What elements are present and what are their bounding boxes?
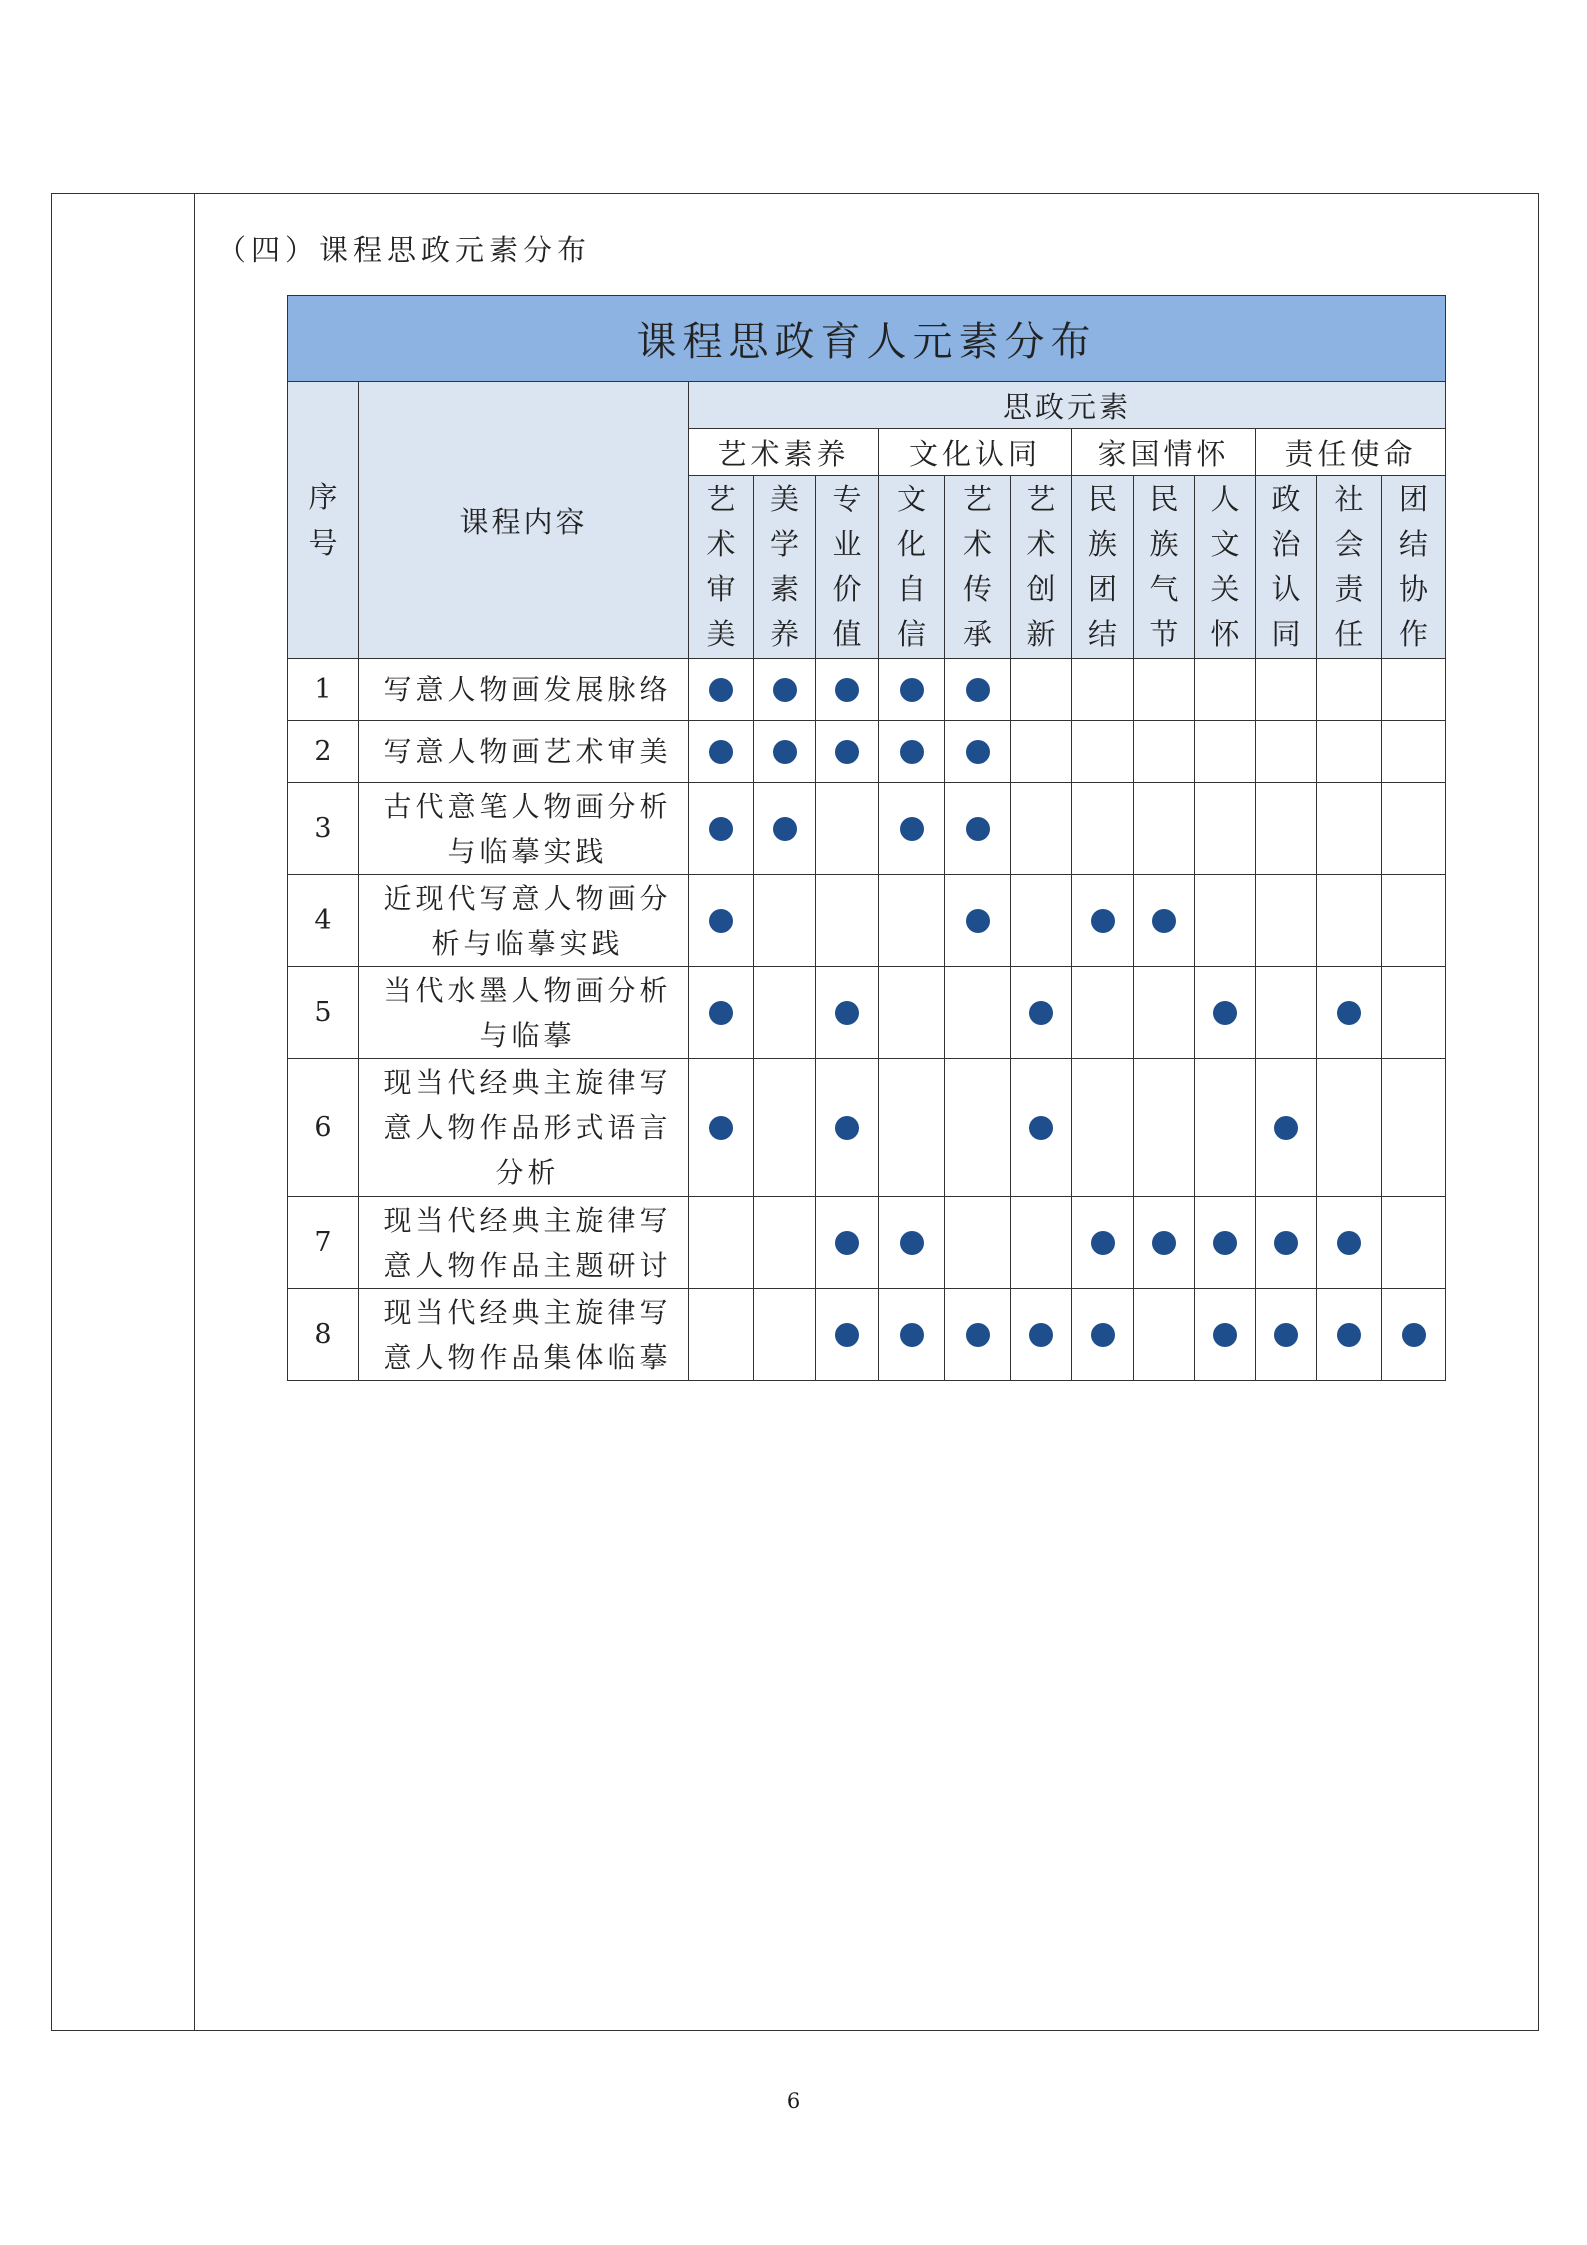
table-row	[288, 659, 1446, 721]
mark-cell	[689, 1197, 754, 1289]
mark-cell	[1134, 1197, 1195, 1289]
mark-dot	[1029, 1001, 1053, 1025]
mark-dot	[1213, 1231, 1237, 1255]
element-label: 艺术创新	[1026, 482, 1056, 651]
mark-cell	[816, 1197, 879, 1289]
mark-dot	[900, 1231, 924, 1255]
mark-cell	[1382, 1289, 1446, 1381]
mark-cell	[754, 659, 816, 721]
table-row	[288, 721, 1446, 783]
mark-cell	[1195, 721, 1256, 783]
mark-cell	[754, 1059, 816, 1197]
row-content: 现当代经典主旋律写意人物作品形式语言分析	[359, 1059, 689, 1197]
mark-cell	[1134, 875, 1195, 967]
element-header	[1072, 476, 1134, 659]
mark-dot	[1091, 1323, 1115, 1347]
element-header	[1195, 476, 1256, 659]
mark-cell	[879, 1197, 945, 1289]
mark-cell	[1256, 1197, 1317, 1289]
element-header	[1317, 476, 1382, 659]
mark-cell	[1072, 1197, 1134, 1289]
group-header: 艺术素养	[689, 429, 879, 476]
elements-header: 思政元素	[689, 382, 1446, 429]
mark-dot	[1337, 1001, 1361, 1025]
mark-cell	[879, 721, 945, 783]
element-header	[1382, 476, 1446, 659]
mark-dot	[1091, 909, 1115, 933]
mark-dot	[900, 1323, 924, 1347]
mark-cell	[1256, 967, 1317, 1059]
seq-header-label: 序号	[308, 480, 338, 560]
mark-cell	[1317, 1197, 1382, 1289]
mark-cell	[1256, 721, 1317, 783]
mark-dot	[1337, 1323, 1361, 1347]
mark-cell	[816, 783, 879, 875]
mark-cell	[1256, 1289, 1317, 1381]
mark-dot	[773, 678, 797, 702]
mark-cell	[1011, 1059, 1072, 1197]
row-number: 6	[288, 1059, 359, 1197]
mark-cell	[1072, 721, 1134, 783]
group-header: 文化认同	[879, 429, 1072, 476]
table-row	[288, 875, 1446, 967]
mark-dot	[1274, 1231, 1298, 1255]
mark-cell	[1011, 875, 1072, 967]
mark-dot	[1029, 1323, 1053, 1347]
mark-dot	[900, 678, 924, 702]
mark-cell	[879, 783, 945, 875]
row-number: 1	[288, 659, 359, 721]
mark-cell	[754, 875, 816, 967]
mark-cell	[754, 783, 816, 875]
header-row-top	[288, 382, 1446, 429]
table-title: 课程思政育人元素分布	[288, 296, 1446, 382]
content-header: 课程内容	[359, 382, 689, 659]
mark-cell	[945, 1289, 1011, 1381]
element-label: 艺术传承	[963, 482, 993, 651]
mark-cell	[879, 1059, 945, 1197]
table-row	[288, 1059, 1446, 1197]
mark-cell	[754, 1289, 816, 1381]
mark-dot	[773, 817, 797, 841]
element-label: 社会责任	[1334, 482, 1364, 651]
mark-cell	[1195, 1289, 1256, 1381]
element-label: 政治认同	[1271, 482, 1301, 651]
mark-dot	[900, 740, 924, 764]
mark-cell	[1195, 1059, 1256, 1197]
mark-cell	[879, 875, 945, 967]
mark-dot	[966, 1323, 990, 1347]
mark-cell	[1011, 1197, 1072, 1289]
group-header: 责任使命	[1256, 429, 1446, 476]
mark-dot	[835, 740, 859, 764]
mark-cell	[1382, 967, 1446, 1059]
mark-dot	[1152, 1231, 1176, 1255]
mark-cell	[1195, 875, 1256, 967]
mark-cell	[1382, 721, 1446, 783]
element-label: 民族团结	[1088, 482, 1118, 651]
mark-cell	[816, 721, 879, 783]
seq-header	[288, 382, 359, 659]
mark-cell	[1011, 721, 1072, 783]
mark-dot	[966, 678, 990, 702]
left-column-divider	[194, 194, 195, 2030]
mark-dot	[835, 1231, 859, 1255]
element-header	[945, 476, 1011, 659]
row-number: 2	[288, 721, 359, 783]
mark-cell	[1072, 1289, 1134, 1381]
mark-cell	[816, 875, 879, 967]
mark-cell	[1382, 1197, 1446, 1289]
row-content: 当代水墨人物画分析与临摹	[359, 967, 689, 1059]
mark-cell	[1011, 783, 1072, 875]
mark-cell	[945, 1059, 1011, 1197]
mark-cell	[1382, 1059, 1446, 1197]
mark-cell	[689, 875, 754, 967]
mark-cell	[1195, 783, 1256, 875]
mark-cell	[1134, 659, 1195, 721]
mark-dot	[709, 740, 733, 764]
mark-cell	[879, 1289, 945, 1381]
element-header	[689, 476, 754, 659]
mark-cell	[689, 783, 754, 875]
mark-cell	[1195, 967, 1256, 1059]
mark-cell	[1072, 659, 1134, 721]
mark-cell	[1072, 1059, 1134, 1197]
row-content: 现当代经典主旋律写意人物作品主题研讨	[359, 1197, 689, 1289]
mark-cell	[689, 1059, 754, 1197]
mark-cell	[816, 659, 879, 721]
mark-cell	[1317, 659, 1382, 721]
row-content: 古代意笔人物画分析与临摹实践	[359, 783, 689, 875]
mark-dot	[835, 678, 859, 702]
mark-cell	[754, 967, 816, 1059]
mark-dot	[1029, 1116, 1053, 1140]
mark-dot	[1152, 909, 1176, 933]
mark-cell	[1256, 659, 1317, 721]
table-wrapper	[287, 295, 1446, 1381]
mark-cell	[1195, 659, 1256, 721]
table-row	[288, 1289, 1446, 1381]
mark-cell	[816, 1059, 879, 1197]
element-header	[879, 476, 945, 659]
element-label: 艺术审美	[706, 482, 736, 651]
mark-cell	[1011, 659, 1072, 721]
row-number: 8	[288, 1289, 359, 1381]
mark-dot	[1213, 1001, 1237, 1025]
mark-cell	[879, 659, 945, 721]
title-row	[288, 296, 1446, 382]
mark-cell	[1072, 967, 1134, 1059]
mark-dot	[966, 909, 990, 933]
row-number: 7	[288, 1197, 359, 1289]
mark-cell	[945, 875, 1011, 967]
row-content: 写意人物画发展脉络	[359, 659, 689, 721]
element-label: 美学素养	[770, 482, 800, 651]
mark-dot	[835, 1001, 859, 1025]
mark-cell	[1317, 1059, 1382, 1197]
mark-cell	[1134, 783, 1195, 875]
element-label: 人文关怀	[1210, 482, 1240, 651]
element-label: 民族气节	[1149, 482, 1179, 651]
mark-cell	[1256, 875, 1317, 967]
mark-cell	[1134, 721, 1195, 783]
mark-cell	[879, 967, 945, 1059]
mark-cell	[945, 967, 1011, 1059]
mark-cell	[689, 1289, 754, 1381]
mark-cell	[754, 1197, 816, 1289]
mark-cell	[945, 721, 1011, 783]
mark-cell	[1382, 659, 1446, 721]
element-header	[1134, 476, 1195, 659]
mark-dot	[1091, 1231, 1115, 1255]
mark-cell	[1382, 875, 1446, 967]
element-label: 专业价值	[832, 482, 862, 651]
mark-cell	[1072, 875, 1134, 967]
mark-dot	[1402, 1323, 1426, 1347]
mark-cell	[1134, 1059, 1195, 1197]
element-header	[754, 476, 816, 659]
ideology-elements-table	[287, 295, 1446, 1381]
element-label: 文化自信	[897, 482, 927, 651]
row-content: 现当代经典主旋律写意人物作品集体临摹	[359, 1289, 689, 1381]
mark-dot	[966, 817, 990, 841]
mark-cell	[689, 967, 754, 1059]
mark-cell	[689, 659, 754, 721]
mark-cell	[1134, 967, 1195, 1059]
mark-dot	[709, 678, 733, 702]
row-number: 4	[288, 875, 359, 967]
table-row	[288, 1197, 1446, 1289]
mark-dot	[709, 817, 733, 841]
row-number: 5	[288, 967, 359, 1059]
row-number: 3	[288, 783, 359, 875]
mark-cell	[816, 1289, 879, 1381]
mark-dot	[900, 817, 924, 841]
mark-dot	[966, 740, 990, 764]
mark-cell	[1011, 1289, 1072, 1381]
mark-dot	[709, 1001, 733, 1025]
mark-cell	[1317, 967, 1382, 1059]
mark-dot	[1213, 1323, 1237, 1347]
mark-dot	[1337, 1231, 1361, 1255]
mark-cell	[1134, 1289, 1195, 1381]
mark-cell	[689, 721, 754, 783]
mark-cell	[1256, 783, 1317, 875]
mark-cell	[945, 1197, 1011, 1289]
row-content: 近现代写意人物画分析与临摹实践	[359, 875, 689, 967]
mark-cell	[945, 783, 1011, 875]
element-header	[816, 476, 879, 659]
mark-dot	[1274, 1116, 1298, 1140]
section-heading: （四）课程思政元素分布	[217, 233, 592, 267]
mark-dot	[709, 1116, 733, 1140]
table-row	[288, 783, 1446, 875]
mark-cell	[816, 967, 879, 1059]
mark-dot	[1274, 1323, 1298, 1347]
mark-cell	[1382, 783, 1446, 875]
mark-cell	[1011, 967, 1072, 1059]
mark-cell	[945, 659, 1011, 721]
mark-dot	[709, 909, 733, 933]
mark-cell	[1317, 721, 1382, 783]
group-header: 家国情怀	[1072, 429, 1256, 476]
element-header	[1011, 476, 1072, 659]
mark-cell	[1317, 783, 1382, 875]
mark-cell	[754, 721, 816, 783]
table-row	[288, 967, 1446, 1059]
mark-cell	[1317, 875, 1382, 967]
mark-cell	[1256, 1059, 1317, 1197]
mark-dot	[835, 1116, 859, 1140]
mark-cell	[1317, 1289, 1382, 1381]
mark-dot	[835, 1323, 859, 1347]
mark-dot	[773, 740, 797, 764]
row-content: 写意人物画艺术审美	[359, 721, 689, 783]
mark-cell	[1195, 1197, 1256, 1289]
element-label: 团结协作	[1399, 482, 1429, 651]
page-number: 6	[786, 2089, 801, 2113]
element-header	[1256, 476, 1317, 659]
mark-cell	[1072, 783, 1134, 875]
